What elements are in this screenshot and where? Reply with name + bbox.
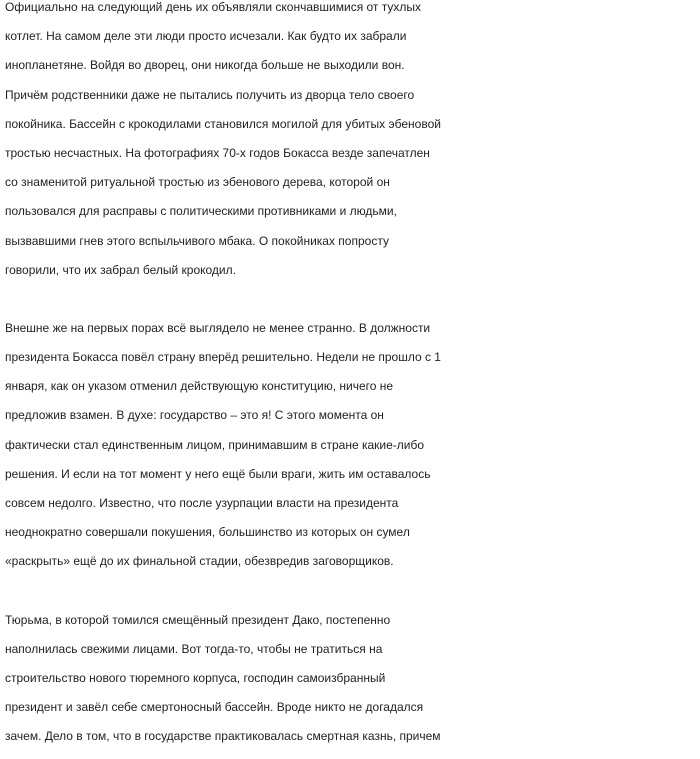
text-line: говорили, что их забрал белый крокодил. <box>5 262 236 277</box>
text-line: наполнилась свежими лицами. Вот тогда-то, чтобы не тратиться на <box>5 641 383 656</box>
text-line: со знаменитой ритуальной тростью из эбенового дерева, которой он <box>5 175 390 190</box>
text-line: котлет. На самом деле эти люди просто исчезали. Как будто их забрали <box>5 29 407 44</box>
text-line: строительство нового тюремного корпуса, господин самоизбранный <box>5 670 386 685</box>
paragraph-3 <box>5 606 700 752</box>
text-line: фактически стал единственным лицом, принимавшим в стране какие-либо <box>5 437 425 452</box>
text-line: Тюрьма, в которой томился смещённый президент Дако, постепенно <box>5 612 391 627</box>
text-line: президент и завёл себе смертоносный бассейн. Вроде никто не догадался <box>5 700 424 715</box>
text-line: покойника. Бассейн с крокодилами становился могилой для убитых эбеновой <box>5 116 441 131</box>
text-line: Внешне же на первых порах всё выглядело не менее странно. В должности <box>5 320 431 335</box>
text-line: совсем недолго. Известно, что после узурпации власти на президента <box>5 496 399 510</box>
text-line: предложив взамен. В духе: государство – это я! С этого момента он <box>5 408 384 423</box>
text-line: вызвавшими гнев этого вспыльчивого мбака. О покойниках попросту <box>5 233 389 248</box>
text-line: решения. И если на тот момент у него ещё были враги, жить им оставалось <box>5 466 431 481</box>
text-line: января, как он указом отменил действующую конституцию, ничего не <box>5 379 394 394</box>
text-line: инопланетяне. Войдя во дворец, они никогда больше не выходили вон. <box>5 58 405 73</box>
text-line: зачем. Дело в том, что в государстве практиковалась смертная казнь, причем <box>5 729 441 744</box>
text-line: пользовался для расправы с политическими противниками и людьми, <box>5 204 397 219</box>
text-line: Причём родственники даже не пытались получить из дворца тело своего <box>5 87 415 102</box>
text-line: «раскрыть» ещё до их финальной стадии, обезвредив заговорщиков. <box>5 554 394 569</box>
text-line: тростью несчастных. На фотографиях 70-х годов Бокасса везде запечатлен <box>5 145 430 160</box>
text-line: президента Бокасса повёл страну вперёд решительно. Недели не прошло с 1 <box>5 350 441 365</box>
paragraph-2 <box>5 314 700 577</box>
paragraph-1 <box>5 0 700 285</box>
text-line: Официально на следующий день их объявляли скончавшимися от тухлых <box>5 0 422 14</box>
text-line: неоднократно совершали покушения, большинство из которых он сумел <box>5 525 410 540</box>
